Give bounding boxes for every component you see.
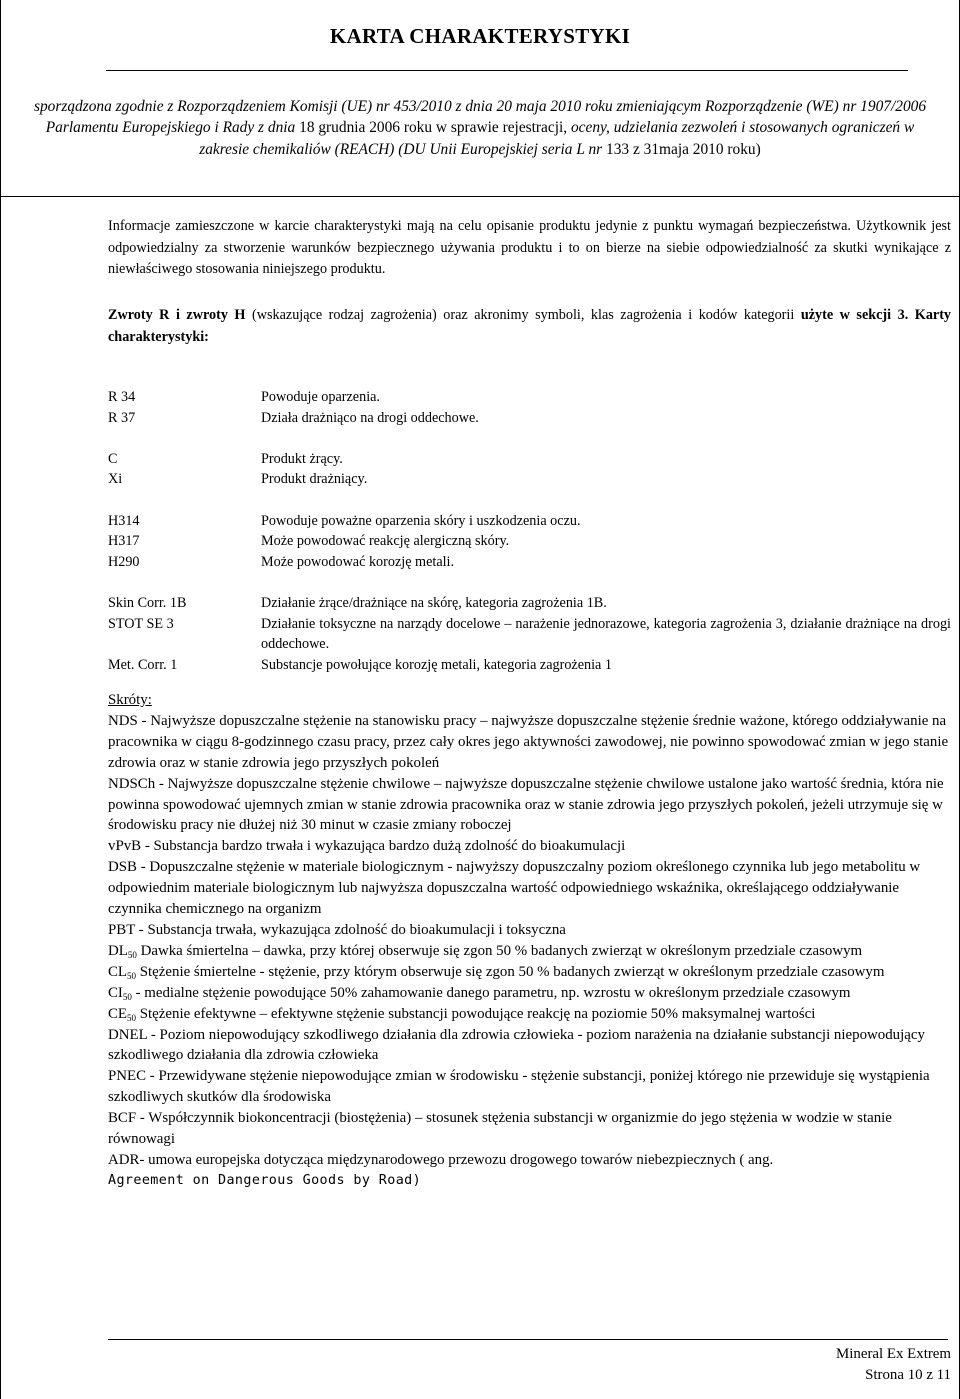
definition-row xyxy=(108,593,951,614)
definition-desc: Produkt drażniący. xyxy=(261,471,368,488)
definition-desc: Powoduje poważne oparzenia skóry i uszkodzenia oczu. xyxy=(261,512,581,529)
definition-code: Met. Corr. 1 xyxy=(108,656,178,673)
definition-desc: Działanie żrące/drażniące na skórę, kategoria zagrożenia 1B. xyxy=(261,594,607,611)
abbreviation-nds: NDS - Najwyższe dopuszczalne stężenie na stanowisku pracy – najwyższe dopuszczalne stężenie średnie ważone, którego oddziaływanie na pracownika w ciągu 8-godzinnego czasu pracy, przez cały okres jego aktywności zawodowej, nie powinno spowodować zmian w jego stanie zdrowia oraz w stanie zdrowia jego przyszłych pokoleń xyxy=(108,712,949,771)
cl50-text: Stężenie śmiertelne - stężenie, przy którym obserwuje się zgon 50 % badanych zwierząt w określonym przedziale czasowym xyxy=(136,963,885,980)
cl50-subscript: 50 xyxy=(127,970,137,981)
definition-row xyxy=(108,511,951,532)
definition-row xyxy=(108,655,951,676)
ci50-subscript: 50 xyxy=(122,991,132,1002)
definition-row xyxy=(108,449,951,470)
title-underline xyxy=(106,70,908,71)
phrases-intro-normal: (wskazujące rodzaj zagrożenia) oraz akronimy symboli, klas zagrożenia i kodów kategorii xyxy=(252,307,795,323)
footer-product-name: Mineral Ex Extrem xyxy=(836,1346,951,1362)
definition-row xyxy=(108,469,951,490)
abbreviation-bcf: BCF - Współczynnik biokoncentracji (biostężenia) – stosunek stężenia substancji w organizmie do jego stężenia w wodzie w stanie równowagi xyxy=(108,1110,892,1148)
definitions-list xyxy=(108,387,951,675)
dl50-subscript: 50 xyxy=(127,949,137,960)
phrases-intro xyxy=(108,305,951,348)
cl50-prefix: CL xyxy=(108,963,128,980)
definition-desc: Może powodować korozję metali. xyxy=(261,553,455,570)
subtitle-part-3: oceny, udzielania zezwoleń i stosowanych ograniczeń w zakresie chemikaliów (REACH) (DU Unii Europejskiej seria L nr xyxy=(199,119,915,158)
definition-code: R 34 xyxy=(108,389,136,405)
definition-desc: Powoduje oparzenia. xyxy=(261,389,380,405)
definition-code: Skin Corr. 1B xyxy=(108,594,187,611)
phrases-intro-bold: Zwroty R i zwroty H xyxy=(108,307,246,323)
ce50-prefix: CE xyxy=(108,1005,128,1022)
abbreviation-vpvb: vPvB - Substancja bardzo trwała i wykazująca bardzo dużą zdolność do bioakumulacji xyxy=(108,838,626,855)
definition-row xyxy=(108,387,951,408)
definition-desc: Substancje powołujące korozję metali, kategoria zagrożenia 1 xyxy=(261,656,612,673)
definition-desc: Produkt żrący. xyxy=(261,450,343,467)
definition-code: R 37 xyxy=(108,409,136,426)
spacer xyxy=(108,428,951,449)
intro-paragraph: Informacje zamieszczone w karcie charakterystyki mają na celu opisanie produktu jedynie z punktu wymagań bezpieczeństwa. Użytkownik jest odpowiedzialny za stworzenie warunków bezpiecznego używania produktu i to on bierze na siebie odpowiedzialność za skutki wynikające z niewłaściwego stosowania niniejszego produktu. xyxy=(108,218,951,277)
definition-code: C xyxy=(108,450,118,467)
document-title: KARTA CHARAKTERYSTYKI xyxy=(329,24,631,48)
definition-row xyxy=(108,552,951,573)
abbreviation-ndsch: NDSCh - Najwyższe dopuszczalne stężenie chwilowe – najwyższe dopuszczalne stężenie chwilowe ustalone jako wartość średnia, która nie powinna spowodować ujemnych zmian w stanie zdrowia pracownika oraz w stanie zdrowia jego przyszłych pokoleń, jeżeli utrzymuje się w środowisku pracy nie dłużej niż 30 minut w czasie zmiany roboczej xyxy=(108,775,944,834)
definition-row xyxy=(108,531,951,552)
abbreviation-adr-english: Agreement on Dangerous Goods by Road) xyxy=(108,1172,422,1188)
phrases-intro-bold-2: użyte w sekcji 3. Karty charakterystyki: xyxy=(108,307,952,345)
abbreviations-section xyxy=(108,690,951,1192)
dl50-prefix: DL xyxy=(108,942,128,959)
spacer xyxy=(108,572,951,593)
definition-desc: Może powodować reakcję alergiczną skóry. xyxy=(261,533,510,550)
subtitle-part-2: 18 grudnia 2006 roku w sprawie rejestracji, xyxy=(299,119,568,137)
abbreviation-pnec: PNEC - Przewidywane stężenie niepowodujące zmian w środowisku - stężenie substancji, poniżej którego nie przewiduje się wystąpienia szkodliwych skutków dla środowiska xyxy=(108,1068,930,1106)
abbreviation-dnel: DNEL - Poziom niepowodujący szkodliwego działania dla zdrowia człowieka - poziom narażenia na działanie substancji niepowodujący szkodliwego działania dla zdrowia człowieka xyxy=(108,1026,925,1064)
abbreviations-heading: Skróty: xyxy=(108,692,152,708)
footer-page-number: Strona 10 z 11 xyxy=(865,1367,951,1383)
definition-desc: Działa drażniąco na drogi oddechowe. xyxy=(261,409,479,426)
abbreviation-ce50 xyxy=(108,1004,951,1025)
frame-left xyxy=(0,196,1,1399)
definition-code: Xi xyxy=(108,471,123,488)
abbreviation-dl50 xyxy=(108,941,951,962)
abbreviation-cl50 xyxy=(108,962,951,983)
definition-code: H290 xyxy=(108,553,140,570)
abbreviation-pbt: PBT - Substancja trwała, wykazująca zdolność do bioakumulacji i toksyczna xyxy=(108,921,566,938)
ci50-prefix: CI xyxy=(108,984,123,1001)
ce50-text: Stężenie efektywne – efektywne stężenie substancji powodujące reakcję na poziomie 50% maksymalnej wartości xyxy=(136,1005,816,1022)
abbreviation-dsb: DSB - Dopuszczalne stężenie w materiale biologicznym - najwyższy dopuszczalny poziom określonego czynnika lub jego metabolitu w odpowiednim materiale biologicznym lub najwyższa dopuszczalna wartość odpowiedniego wskaźnika, określającego oddziaływanie czynnika chemicznego na organizm xyxy=(108,859,921,918)
regulation-subtitle xyxy=(30,96,930,160)
definition-code: H317 xyxy=(108,533,140,550)
definition-code: H314 xyxy=(108,512,140,529)
ce50-subscript: 50 xyxy=(127,1012,137,1023)
definition-code: STOT SE 3 xyxy=(108,615,174,632)
ci50-text: - medialne stężenie powodujące 50% zahamowanie danego parametru, np. wzrostu w określonym przedziale czasowym xyxy=(131,984,851,1001)
definition-desc: Działanie toksyczne na narządy docelowe – narażenie jednorazowe, kategoria zagrożenia 3, działanie drażniące na drogi oddechowe. xyxy=(261,615,951,653)
definition-row xyxy=(108,408,951,429)
subtitle-part-1: sporządzona zgodnie z Rozporządzeniem Komisji (UE) nr 453/2010 z dnia 20 maja 2010 roku zmieniającym Rozporządzenie (WE) nr 1907/2006 Parlamentu Europejskiego i Rady z dnia xyxy=(33,98,927,137)
subtitle-part-4: 133 z 31maja 2010 roku) xyxy=(606,140,761,158)
dl50-text: Dawka śmiertelna – dawka, przy której obserwuje się zgon 50 % badanych zwierząt w określonym przedziale czasowym xyxy=(136,942,863,959)
abbreviation-adr: ADR- umowa europejska dotycząca międzynarodowego przewozu drogowego towarów niebezpiecznych ( ang. xyxy=(108,1151,774,1168)
footer-rule xyxy=(108,1339,948,1340)
definition-row xyxy=(108,614,951,655)
abbreviation-ci50 xyxy=(108,983,951,1004)
spacer xyxy=(108,490,951,511)
